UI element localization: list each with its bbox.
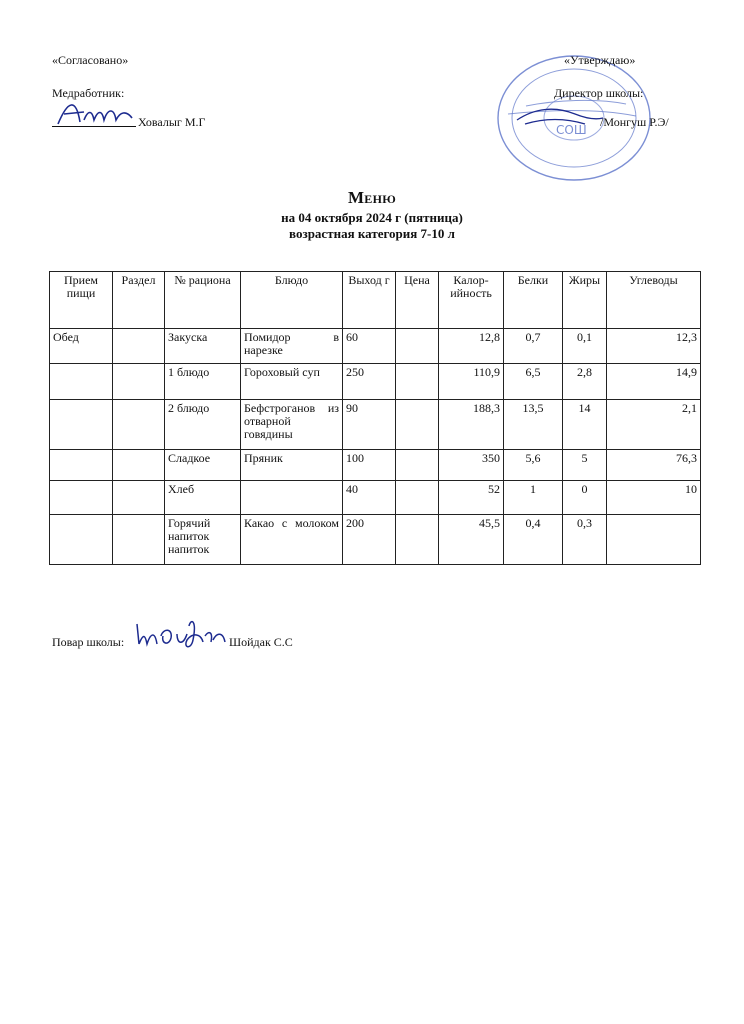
cell-dish: Бефстроганов из отварной говядины	[241, 400, 343, 450]
cell-calories: 188,3	[439, 400, 504, 450]
director-role-label: Директор школы:	[554, 86, 644, 100]
cell-ration: Закуска	[165, 329, 241, 364]
cell-price	[396, 364, 439, 400]
cell-output: 60	[343, 329, 396, 364]
medic-role-label: Медработник:	[52, 86, 125, 100]
director-name: /Монгуш Р.Э/	[600, 115, 669, 129]
medic-signature	[54, 96, 140, 130]
cell-price	[396, 450, 439, 481]
cell-carbs: 14,9	[607, 364, 701, 400]
col-meal: Прием пищи	[50, 272, 113, 329]
director-signature	[515, 100, 605, 130]
cell-ration: Сладкое	[165, 450, 241, 481]
cell-carbs: 10	[607, 481, 701, 515]
approved-right-label: «Утверждаю»	[564, 53, 636, 67]
cell-protein: 1	[504, 481, 563, 515]
cell-section	[113, 329, 165, 364]
cell-price	[396, 329, 439, 364]
cell-section	[113, 515, 165, 565]
cell-output: 40	[343, 481, 396, 515]
col-calories: Калор-ийность	[439, 272, 504, 329]
menu-table	[49, 271, 701, 565]
cell-dish: Гороховый суп	[241, 364, 343, 400]
cell-dish: Помидор в нарезке	[241, 329, 343, 364]
cell-meal	[50, 364, 113, 400]
cell-protein: 5,6	[504, 450, 563, 481]
cell-protein: 6,5	[504, 364, 563, 400]
table-row	[50, 364, 701, 400]
cell-protein: 0,7	[504, 329, 563, 364]
cell-ration: 2 блюдо	[165, 400, 241, 450]
cell-price	[396, 481, 439, 515]
cell-carbs	[607, 515, 701, 565]
cook-signature	[133, 614, 228, 654]
col-dish: Блюдо	[241, 272, 343, 329]
cell-section	[113, 400, 165, 450]
approved-left-label: «Согласовано»	[52, 53, 129, 67]
table-row	[50, 515, 701, 565]
cell-fat: 0,3	[563, 515, 607, 565]
table-row	[50, 400, 701, 450]
cell-meal	[50, 481, 113, 515]
cell-calories: 110,9	[439, 364, 504, 400]
cell-fat: 2,8	[563, 364, 607, 400]
table-row	[50, 329, 701, 364]
col-section: Раздел	[113, 272, 165, 329]
cell-ration: Горячий напиток напиток	[165, 515, 241, 565]
cell-output: 200	[343, 515, 396, 565]
cook-role-label: Повар школы:	[52, 635, 125, 649]
cell-ration: Хлеб	[165, 481, 241, 515]
cell-price	[396, 400, 439, 450]
cell-section	[113, 481, 165, 515]
menu-age-category: возрастная категория 7-10 л	[289, 226, 455, 241]
cell-output: 90	[343, 400, 396, 450]
cell-fat: 14	[563, 400, 607, 450]
cell-protein: 0,4	[504, 515, 563, 565]
col-price: Цена	[396, 272, 439, 329]
cell-protein: 13,5	[504, 400, 563, 450]
col-protein: Белки	[504, 272, 563, 329]
table-row	[50, 481, 701, 515]
cell-meal	[50, 515, 113, 565]
cell-dish: Какао с молоком	[241, 515, 343, 565]
cell-carbs: 76,3	[607, 450, 701, 481]
cell-calories: 52	[439, 481, 504, 515]
col-output: Выход г	[343, 272, 396, 329]
cell-dish	[241, 481, 343, 515]
cell-fat: 0	[563, 481, 607, 515]
cook-name: Шойдак С.С	[229, 635, 293, 649]
cell-meal: Обед	[50, 329, 113, 364]
cell-section	[113, 450, 165, 481]
cell-fat: 5	[563, 450, 607, 481]
cell-price	[396, 515, 439, 565]
col-ration-number: № рациона	[165, 272, 241, 329]
table-header-row	[50, 272, 701, 329]
table-row	[50, 450, 701, 481]
menu-date: на 04 октября 2024 г (пятница)	[281, 210, 463, 225]
cell-calories: 350	[439, 450, 504, 481]
cell-section	[113, 364, 165, 400]
cell-carbs: 2,1	[607, 400, 701, 450]
cell-meal	[50, 400, 113, 450]
cell-fat: 0,1	[563, 329, 607, 364]
cell-meal	[50, 450, 113, 481]
cell-dish: Пряник	[241, 450, 343, 481]
col-carbs: Углеводы	[607, 272, 701, 329]
cell-output: 250	[343, 364, 396, 400]
cell-calories: 12,8	[439, 329, 504, 364]
svg-text:СОШ: СОШ	[556, 123, 587, 137]
cell-ration: 1 блюдо	[165, 364, 241, 400]
cell-output: 100	[343, 450, 396, 481]
menu-title: Меню	[347, 188, 397, 207]
col-fat: Жиры	[563, 272, 607, 329]
cell-carbs: 12,3	[607, 329, 701, 364]
cell-calories: 45,5	[439, 515, 504, 565]
medic-name: Ховалыг М.Г	[138, 115, 206, 129]
